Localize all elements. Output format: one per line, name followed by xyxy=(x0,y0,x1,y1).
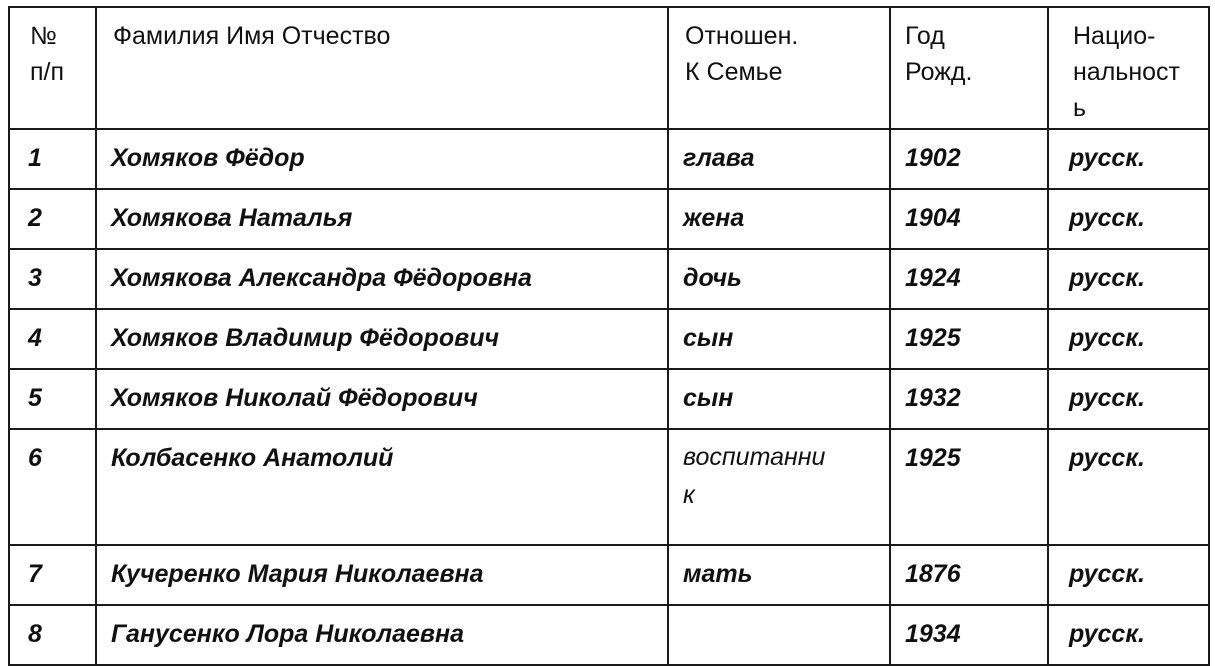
table-header-row xyxy=(9,7,1209,129)
cell-nationality: русск. xyxy=(1048,369,1209,429)
cell-num: 7 xyxy=(9,545,96,605)
cell-num: 4 xyxy=(9,309,96,369)
cell-year: 1904 xyxy=(890,189,1048,249)
table-row xyxy=(9,369,1209,429)
cell-relation-text: воспитанни к xyxy=(683,443,826,509)
cell-nationality: русск. xyxy=(1048,605,1209,665)
cell-relation: дочь xyxy=(668,249,890,309)
cell-nationality: русск. xyxy=(1048,189,1209,249)
header-name: Фамилия Имя Отчество xyxy=(96,7,668,129)
cell-name: Хомяков Фёдор xyxy=(96,129,668,189)
cell-num: 3 xyxy=(9,249,96,309)
cell-nationality: русск. xyxy=(1048,249,1209,309)
cell-year: 1876 xyxy=(890,545,1048,605)
header-year: Год Рожд. xyxy=(890,7,1048,129)
table-row xyxy=(9,545,1209,605)
cell-name: Кучеренко Мария Николаевна xyxy=(96,545,668,605)
cell-num: 1 xyxy=(9,129,96,189)
header-relation: Отношен. К Семье xyxy=(668,7,890,129)
cell-year: 1932 xyxy=(890,369,1048,429)
cell-relation: мать xyxy=(668,545,890,605)
cell-year: 1934 xyxy=(890,605,1048,665)
cell-name: Хомякова Александра Фёдоровна xyxy=(96,249,668,309)
table-row xyxy=(9,429,1209,545)
cell-num: 5 xyxy=(9,369,96,429)
cell-year: 1924 xyxy=(890,249,1048,309)
cell-num: 2 xyxy=(9,189,96,249)
table-row xyxy=(9,249,1209,309)
table-row xyxy=(9,189,1209,249)
cell-relation: сын xyxy=(668,309,890,369)
cell-nationality: русск. xyxy=(1048,545,1209,605)
cell-name: Хомяков Владимир Фёдорович xyxy=(96,309,668,369)
cell-year: 1902 xyxy=(890,129,1048,189)
cell-year: 1925 xyxy=(890,309,1048,369)
cell-year: 1925 xyxy=(890,429,1048,545)
header-num: № п/п xyxy=(9,7,96,129)
table-row xyxy=(9,309,1209,369)
cell-num: 8 xyxy=(9,605,96,665)
cell-nationality: русск. xyxy=(1048,129,1209,189)
cell-relation xyxy=(668,429,890,545)
cell-relation xyxy=(668,605,890,665)
cell-name: Ганусенко Лора Николаевна xyxy=(96,605,668,665)
cell-relation: сын xyxy=(668,369,890,429)
table-row xyxy=(9,129,1209,189)
cell-relation: глава xyxy=(668,129,890,189)
cell-nationality: русск. xyxy=(1048,309,1209,369)
header-nationality: Нацио- нальност ь xyxy=(1048,7,1209,129)
family-table xyxy=(8,6,1210,666)
cell-relation: жена xyxy=(668,189,890,249)
cell-num: 6 xyxy=(9,429,96,545)
cell-name: Колбасенко Анатолий xyxy=(96,429,668,545)
cell-name: Хомяков Николай Фёдорович xyxy=(96,369,668,429)
cell-nationality: русск. xyxy=(1048,429,1209,545)
table-row xyxy=(9,605,1209,665)
cell-name: Хомякова Наталья xyxy=(96,189,668,249)
